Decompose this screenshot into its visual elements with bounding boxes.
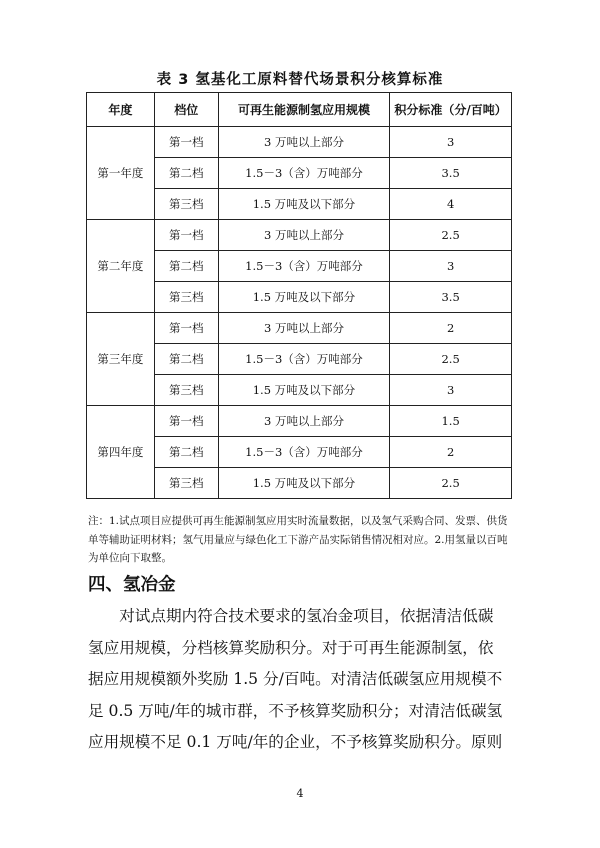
- scale-cell: 3 万吨以上部分: [218, 220, 390, 251]
- body-paragraph: [88, 601, 524, 759]
- table-title: 表 3 氢基化工原料替代场景积分核算标准: [156, 72, 444, 88]
- score-cell: 2.5: [390, 220, 512, 251]
- tier-cell: 第二档: [154, 158, 218, 189]
- score-cell: 3: [390, 251, 512, 282]
- score-cell: 3: [390, 127, 512, 158]
- tier-cell: 第一档: [154, 127, 218, 158]
- page-number: 4: [296, 787, 304, 800]
- paragraph-line: 据应用规模额外奖励 1.5 分/百吨。对清洁低碳氢应用规模不: [88, 670, 503, 688]
- tier-cell: 第二档: [154, 344, 218, 375]
- scale-cell: 1.5 万吨及以下部分: [218, 189, 390, 220]
- year-cell: 第二年度: [87, 220, 155, 313]
- tier-cell: 第三档: [154, 375, 218, 406]
- tier-cell: 第三档: [154, 468, 218, 499]
- scale-cell: 1.5 万吨及以下部分: [218, 468, 390, 499]
- score-cell: 1.5: [390, 406, 512, 437]
- note-line: 为单位向下取整。: [88, 552, 172, 564]
- table-row: [87, 313, 512, 344]
- score-cell: 4: [390, 189, 512, 220]
- tier-cell: 第一档: [154, 313, 218, 344]
- scale-cell: 3 万吨以上部分: [218, 406, 390, 437]
- tier-cell: 第二档: [154, 437, 218, 468]
- scale-cell: 3 万吨以上部分: [218, 313, 390, 344]
- scale-cell: 1.5－3（含）万吨部分: [218, 251, 390, 282]
- tier-cell: 第二档: [154, 251, 218, 282]
- score-cell: 2.5: [390, 468, 512, 499]
- scale-cell: 3 万吨以上部分: [218, 127, 390, 158]
- paragraph-line: 足 0.5 万吨/年的城市群，不予核算奖励积分；对清洁低碳氢: [88, 701, 503, 720]
- table-header-row: [87, 93, 512, 127]
- paragraph-line: 应用规模不足 0.1 万吨/年的企业，不予核算奖励积分。原则: [88, 733, 503, 751]
- score-cell: 3.5: [390, 282, 512, 313]
- scale-cell: 1.5－3（含）万吨部分: [218, 158, 390, 189]
- table-row: [87, 406, 512, 437]
- header-scale: 可再生能源制氢应用规模: [218, 93, 390, 127]
- table-row: [87, 127, 512, 158]
- paragraph-line: 对试点期内符合技术要求的氢冶金项目，依据清洁低碳: [88, 607, 494, 625]
- scale-cell: 1.5 万吨及以下部分: [218, 375, 390, 406]
- score-cell: 2.5: [390, 344, 512, 375]
- year-cell: 第四年度: [87, 406, 155, 499]
- score-cell: 2: [390, 437, 512, 468]
- score-cell: 2: [390, 313, 512, 344]
- score-table: [86, 92, 512, 499]
- scale-cell: 1.5－3（含）万吨部分: [218, 437, 390, 468]
- year-cell: 第三年度: [87, 313, 155, 406]
- header-tier: 档位: [154, 93, 218, 127]
- tier-cell: 第三档: [154, 282, 218, 313]
- section-heading: 四、氢冶金: [88, 575, 176, 595]
- note-line: 注：1.试点项目应提供可再生能源制氢应用实时流量数据，以及氢气采购合同、发票、供货: [88, 515, 508, 527]
- scale-cell: 1.5－3（含）万吨部分: [218, 344, 390, 375]
- tier-cell: 第三档: [154, 189, 218, 220]
- header-year: 年度: [87, 93, 155, 127]
- note-line: 单等辅助证明材料；氢气用量应与绿色化工下游产品实际销售情况相对应。2.用氢量以百吨: [88, 533, 508, 546]
- paragraph-line: 氢应用规模，分档核算奖励积分。对于可再生能源制氢，依: [88, 638, 494, 657]
- tier-cell: 第一档: [154, 220, 218, 251]
- table-note: [88, 512, 524, 568]
- table-row: [87, 220, 512, 251]
- header-score: 积分标准（分/百吨）: [390, 93, 512, 127]
- tier-cell: 第一档: [154, 406, 218, 437]
- year-cell: 第一年度: [87, 127, 155, 220]
- score-cell: 3: [390, 375, 512, 406]
- scale-cell: 1.5 万吨及以下部分: [218, 282, 390, 313]
- score-cell: 3.5: [390, 158, 512, 189]
